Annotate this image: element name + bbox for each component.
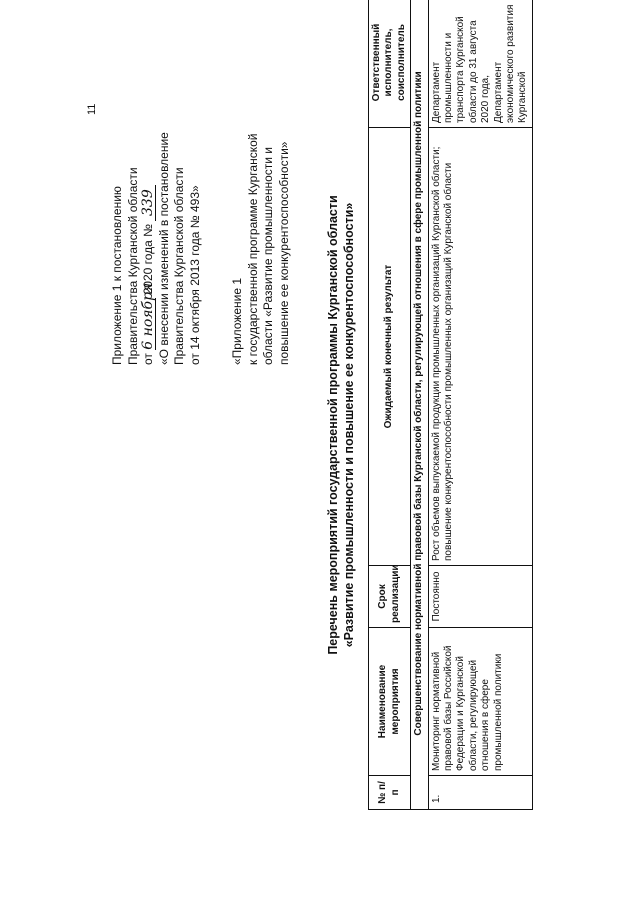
appendix-1-line: Приложение 1 к постановлению bbox=[110, 186, 124, 365]
date-prefix: от bbox=[141, 353, 156, 365]
appendix-1-line: Правительства Курганской области bbox=[125, 167, 140, 365]
table-header-row bbox=[369, 0, 411, 810]
header-result: Ожидаемый конечный результат bbox=[369, 128, 411, 566]
section-title: Совершенствование нормативной правовой базы Курганской области, регулирующей отношения в сфере промышленной политики bbox=[411, 0, 428, 810]
row-responsible-line: Департамент промышленности и транспорта Курганской области до 31 августа 2020 года, bbox=[430, 16, 492, 123]
document-title bbox=[325, 145, 357, 705]
row-responsible-line: Департамент экономического развития Курганской bbox=[492, 4, 529, 123]
title-line-1: Перечень мероприятий государственной программы Курганской области bbox=[326, 195, 340, 655]
handwritten-number: 339 bbox=[142, 185, 156, 221]
appendix-2-line: повышение ее конкурентоспособности» bbox=[276, 141, 291, 365]
date-mid: 2020 года № bbox=[141, 223, 156, 295]
section-row bbox=[411, 0, 428, 810]
appendix-2-line: области «Развитие промышленности и bbox=[261, 146, 276, 365]
appendix-1-line: Правительства Курганской области bbox=[172, 167, 187, 365]
row-responsible bbox=[428, 0, 532, 128]
row-result-line: Рост объемов выпускаемой продукции промышленных организаций Курганской области; bbox=[430, 146, 442, 561]
appendix-2-line: «Приложение 1 bbox=[230, 277, 244, 365]
measures-table bbox=[368, 0, 533, 810]
appendix-1-line: «О внесении изменений в постановление bbox=[156, 132, 171, 365]
header-responsible: Ответственный исполнитель, соисполнитель bbox=[369, 0, 411, 128]
handwritten-date: 6 ноября bbox=[140, 282, 157, 350]
row-result bbox=[428, 128, 532, 566]
page-number: 11 bbox=[86, 103, 98, 115]
table-row bbox=[428, 0, 532, 810]
row-num: 1. bbox=[428, 776, 532, 810]
header-term: Срок реализации bbox=[369, 566, 411, 628]
row-term: Постоянно bbox=[428, 566, 532, 628]
header-num: № п/п bbox=[369, 776, 411, 810]
appendix-2-block bbox=[230, 35, 292, 365]
header-name: Наименование мероприятия bbox=[369, 628, 411, 776]
appendix-2-line: к государственной программе Курганской bbox=[245, 133, 260, 365]
appendix-1-block bbox=[110, 35, 204, 365]
appendix-1-date-line bbox=[141, 35, 157, 365]
row-name: Мониторинг нормативной правовой базы Российской Федерации и Курганской области, регулирующей отношения в сфере промышленной политики bbox=[428, 628, 532, 776]
appendix-1-line: от 14 октября 2013 года № 493» bbox=[187, 185, 202, 365]
title-line-2: «Развитие промышленности и повышение ее конкурентоспособности» bbox=[342, 202, 356, 648]
row-result-line: повышение конкурентоспособности промышленных организаций Курганской области bbox=[443, 162, 455, 561]
